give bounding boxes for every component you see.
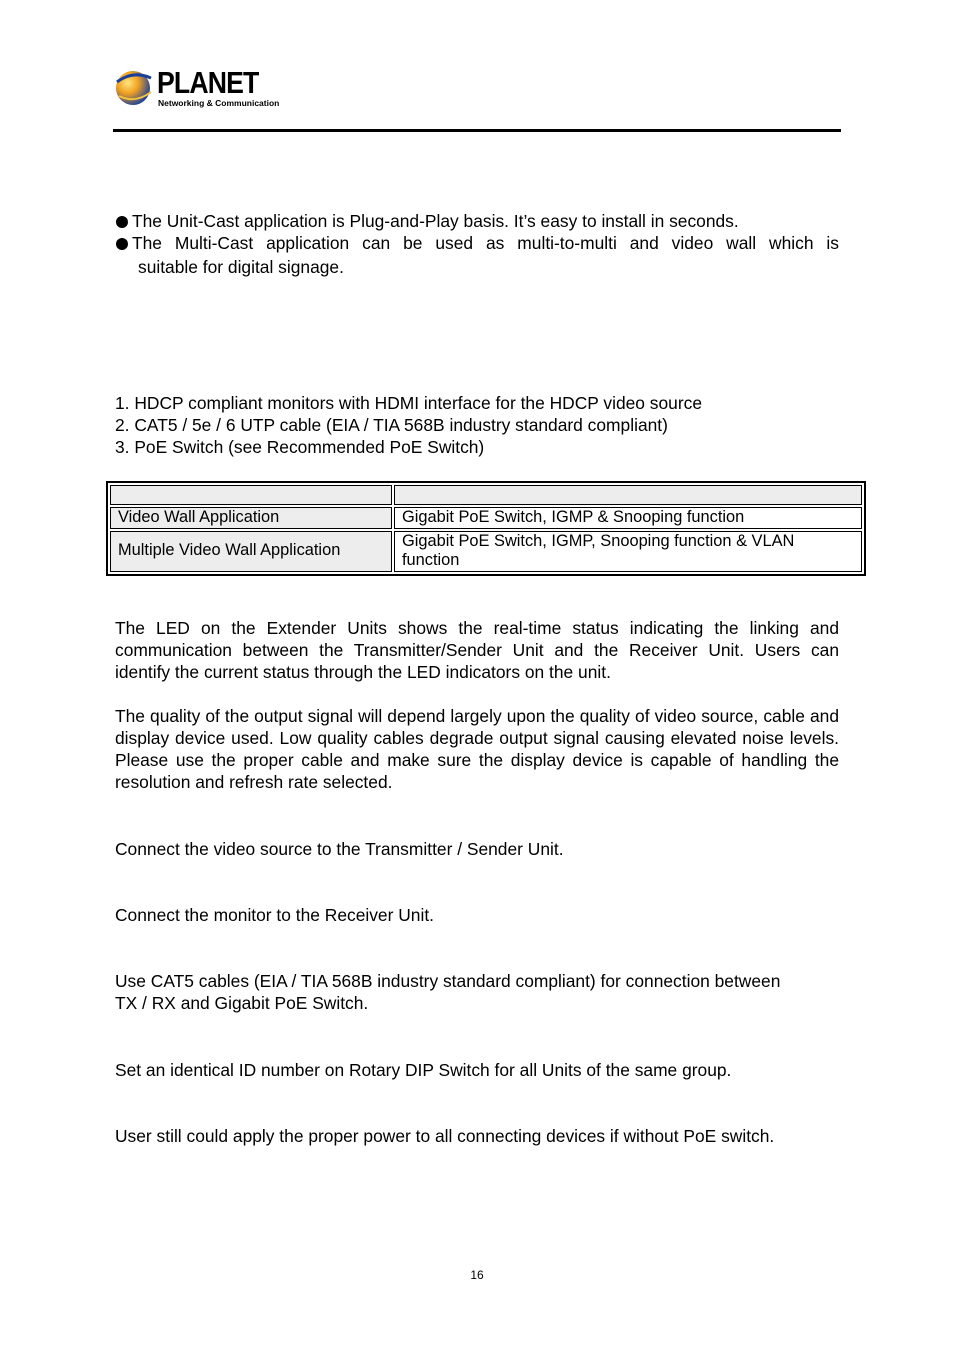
step-connect-source: Connect the video source to the Transmitter / Sender Unit. — [115, 839, 564, 859]
feature-text: The Unit-Cast application is Plug-and-Play basis. It’s easy to install in seconds. — [132, 211, 739, 231]
table-cell-switch: Gigabit PoE Switch, IGMP, Snooping function & VLAN function — [394, 531, 862, 572]
list-item: 1. HDCP compliant monitors with HDMI interface for the HDCP video source — [115, 393, 702, 413]
step-dip-switch: Set an identical ID number on Rotary DIP Switch for all Units of the same group. — [115, 1060, 732, 1080]
logo-tagline: Networking & Communication — [158, 98, 280, 108]
table-header-row — [110, 485, 862, 505]
poe-switch-table — [106, 481, 866, 576]
requirements-list — [115, 392, 702, 458]
feature-text-continuation: suitable for digital signage. — [138, 257, 344, 277]
feature-bullet — [115, 232, 839, 255]
led-paragraph: The LED on the Extender Units shows the real-time status indicating the linking and communication between the Transmitter/Sender Unit and the Receiver Unit. Users can identify the current status through the LED indicators on the unit. — [115, 618, 839, 682]
step-connect-monitor: Connect the monitor to the Receiver Unit. — [115, 905, 434, 925]
logo-wordmark: PLANET — [157, 65, 259, 100]
header-divider — [113, 129, 841, 132]
table-header-cell — [110, 485, 392, 505]
planet-logo — [113, 66, 283, 110]
table-cell-application: Video Wall Application — [110, 507, 392, 529]
step-cable: Use CAT5 cables (EIA / TIA 568B industry standard compliant) for connection between TX / RX and Gigabit PoE Switch. — [115, 971, 781, 1013]
bullet-icon — [116, 238, 128, 250]
feature-bullet — [115, 210, 839, 233]
quality-paragraph: The quality of the output signal will depend largely upon the quality of video source, cable and display device used. Low quality cables degrade output signal causing elevated noise levels. Please use the proper cable and make sure the display device is capable of handling the resolution and refresh rate selected. — [115, 706, 839, 792]
page-number: 16 — [470, 1268, 484, 1282]
table-row — [110, 507, 862, 529]
table-cell-application: Multiple Video Wall Application — [110, 531, 392, 572]
bullet-icon — [116, 216, 128, 228]
step-power: User still could apply the proper power to all connecting devices if without PoE switch. — [115, 1126, 775, 1146]
list-item: 3. PoE Switch (see Recommended PoE Switch) — [115, 437, 485, 457]
feature-text: The Multi-Cast application can be used as multi-to-multi and video wall which is — [132, 233, 839, 253]
globe-icon — [113, 66, 155, 108]
list-item: 2. CAT5 / 5e / 6 UTP cable (EIA / TIA 568B industry standard compliant) — [115, 415, 668, 435]
table-row — [110, 531, 862, 572]
table-header-cell — [394, 485, 862, 505]
table-cell-switch: Gigabit PoE Switch, IGMP & Snooping function — [394, 507, 862, 529]
